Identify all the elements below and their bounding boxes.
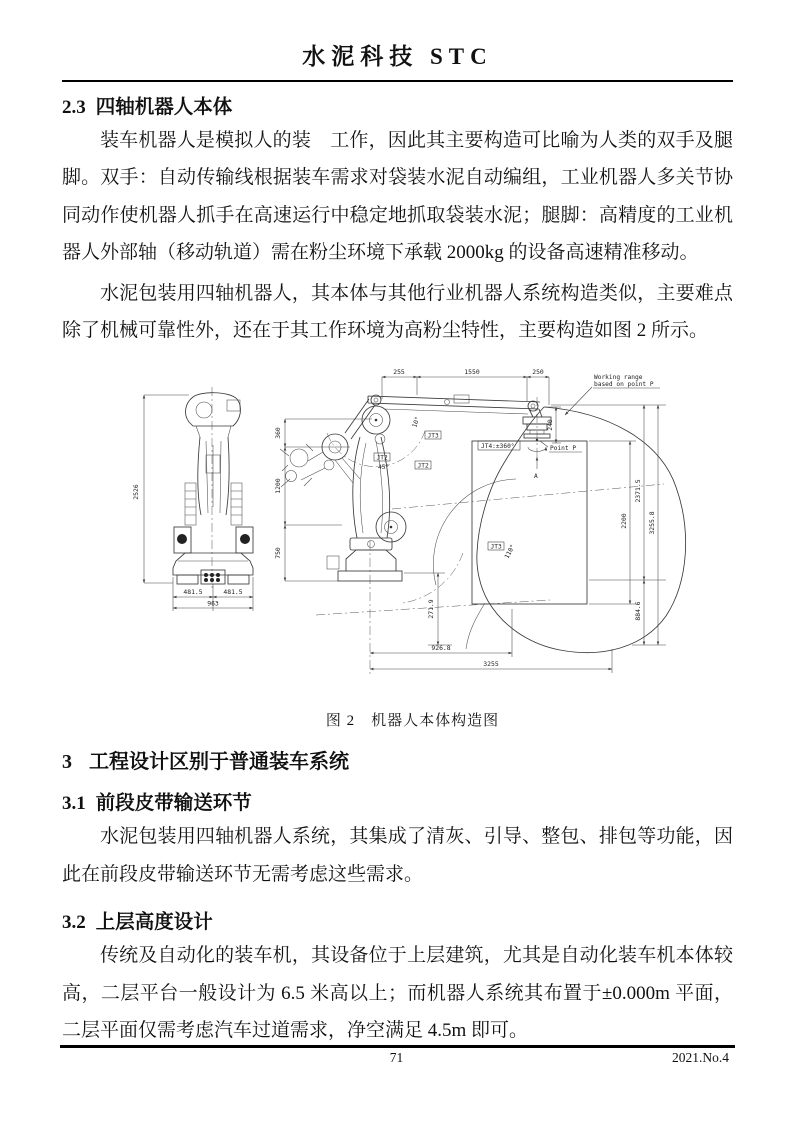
working-range-label-1: Working range — [594, 374, 643, 382]
dim-front-height: 2526 — [132, 484, 140, 501]
paragraph-3-1: 水泥包装用四轴机器人系统，其集成了清灰、引导、整包、排包等功能，因此在前段皮带输送环节无需考虑这些需求。 — [62, 826, 733, 885]
section-title: 四轴机器人本体 — [95, 96, 233, 118]
angle-110-label: 110° — [503, 543, 517, 561]
annotations — [374, 374, 660, 560]
figure-2 — [92, 357, 733, 730]
dim-reach-total-v: 3255.8 — [648, 511, 656, 535]
dim-base-width: 963 — [207, 599, 219, 608]
header-rule — [62, 80, 733, 82]
working-range-label-2: based on point P — [594, 381, 654, 389]
angle-45-label: 45° — [378, 464, 390, 472]
dim-top-rear: 255 — [393, 368, 405, 377]
footer-rule — [60, 1045, 735, 1048]
dim-top-front: 250 — [532, 368, 544, 377]
dim-base-right: 481.5 — [223, 588, 243, 597]
section-3-1-heading — [62, 787, 733, 815]
dim-side-upper: 360 — [274, 427, 282, 440]
jt4-label: JT4:±360° — [481, 443, 515, 451]
section-title: 上层高度设计 — [95, 911, 213, 934]
section-number: 2.3 — [62, 97, 86, 118]
dim-reach-inner: 926.8 — [431, 644, 451, 653]
spring-left — [185, 483, 196, 525]
angle-10-label: 10° — [411, 416, 422, 430]
dim-side-base: 750 — [274, 547, 282, 560]
paragraph-3-2: 传统及自动化的装车机，其设备位于上层建筑，尤其是自动化装车机本体较高，二层平台一般设计为 6.5 米高以上；而机器人系统其布置于±0.000m 平面，二层平面仅需考虑汽车过道需求，净空满足 4.5m 即可。 — [62, 945, 733, 1042]
section-number: 3.2 — [62, 912, 86, 934]
figure-caption: 图 2 机器人本体构造图 — [325, 713, 500, 730]
jt2-left-label: JT2 — [376, 454, 388, 462]
dim-top-boom: 1550 — [464, 368, 480, 377]
robot-drawing — [92, 357, 752, 702]
dim-base-left: 481.5 — [183, 588, 203, 597]
folded-wrist-cluster — [280, 444, 325, 487]
section-number: 3.1 — [62, 793, 86, 815]
axis-a-label: A — [534, 473, 538, 481]
section-3-2-heading — [62, 906, 733, 934]
side-dimensions — [274, 368, 666, 673]
dim-reach-total-h: 3255 — [483, 660, 499, 669]
journal-title: 水泥科技 STC — [302, 44, 493, 69]
dim-reach-lower: 884.6 — [634, 601, 642, 622]
spring-right — [231, 483, 242, 525]
section-title: 前段皮带输送环节 — [95, 792, 252, 815]
paragraph-2-3-1: 装车机器人是模拟人的装 工作，因此其主要构造可比喻为人类的双手及腿脚。双手：自动传输线根据装车需求对袋装水泥自动编组，工业机器人多关节协同动作使机器人抓手在高速运行中稳定地抓取袋装水泥；腿脚：高精度的工业机器人外部轴（移动轨道）需在粉尘环境下承载 2000kg 的设备高速精准移动。 — [62, 130, 733, 264]
section-title: 工程设计区别于普通装车系统 — [89, 751, 349, 774]
paragraph-2-3-2: 水泥包装用四轴机器人，其本体与其他行业机器人系统构造类似，主要难点除了机械可靠性外，还在于其工作环境为高粉尘特性，主要构造如图 2 所示。 — [62, 282, 733, 342]
section-2-3-heading — [62, 91, 733, 119]
dim-reach-upper: 2371.5 — [634, 479, 642, 503]
section-3-heading — [62, 745, 733, 774]
section-number: 3 — [62, 751, 72, 774]
jt2-right-label: JT2 — [417, 462, 429, 470]
dim-envelope-height: 2200 — [620, 513, 628, 530]
dim-wrist-drop: 240 — [546, 419, 554, 432]
issue-label: 2021.No.4 — [672, 1050, 729, 1065]
page-number: 71 — [389, 1050, 404, 1065]
dim-side-mid: 1200 — [274, 478, 282, 495]
front-view — [132, 387, 253, 611]
dim-base-offset: 271.9 — [427, 599, 435, 620]
jt3-lower-label: JT3 — [490, 543, 502, 551]
point-p-label: Point P — [550, 445, 577, 453]
jt3-upper-label: JT3 — [427, 432, 439, 440]
